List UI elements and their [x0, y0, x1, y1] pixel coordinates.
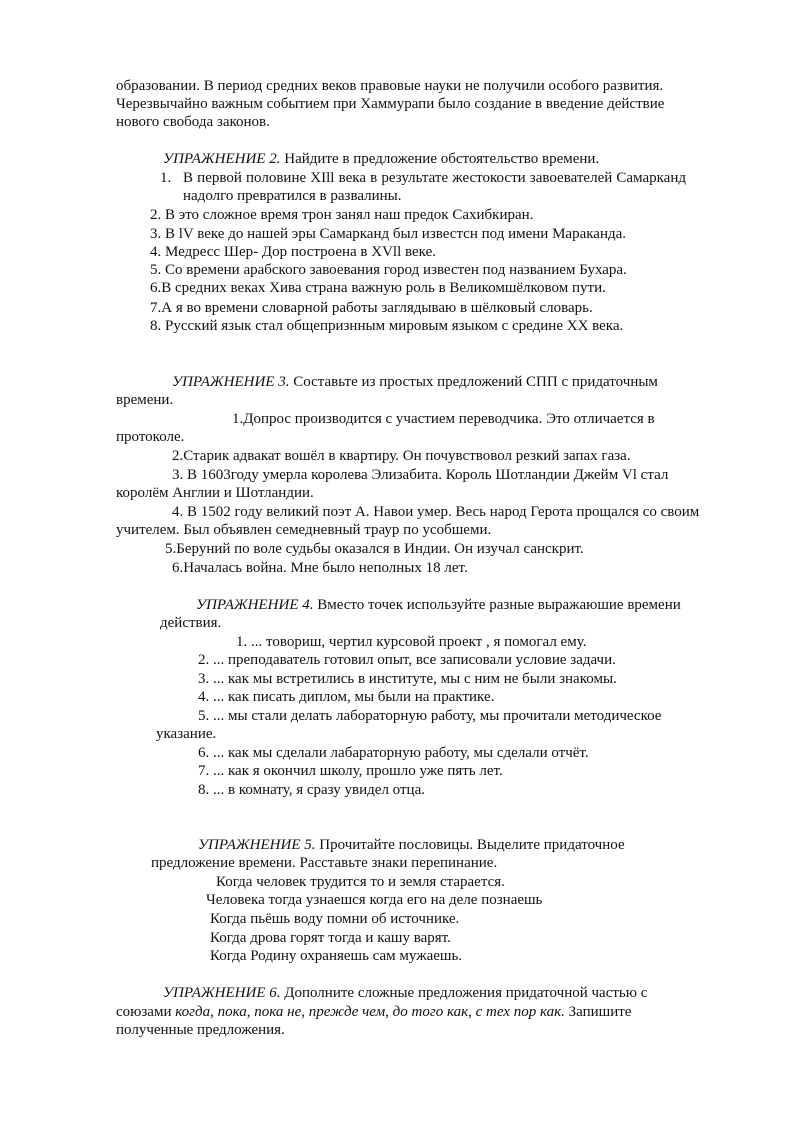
proverb: Когда пьёшь воду помни об источнике. [210, 911, 460, 927]
sentence-line: 3. В 1603году умерла королева Элизабита. Король Шотландии Джейм Vl стал [172, 467, 669, 483]
exercise-6-task: Дополните сложные предложения придаточной частью с [284, 985, 648, 1001]
proverb: Когда человек трудится то и земля старается. [216, 874, 505, 890]
sentence-line: 5.Беруний по воле судьбы оказался в Индии. Он изучал санскрит. [165, 541, 584, 557]
exercise-5-title: УПРАЖНЕНИЕ 5. [198, 837, 316, 853]
exercise-4-task-line: действия. [160, 615, 222, 631]
list-item: надолго превратился в развалины. [183, 188, 402, 204]
list-item: 7.А я во времени словарной работы заглядываю в шёлковый словарь. [150, 300, 593, 316]
sentence-line: 6. ... как мы сделали лабараторную работу, мы сделали отчёт. [198, 745, 589, 761]
list-item: В первой половине XIll века в результате жестокости завоевателей Самарканд [183, 170, 686, 186]
exercise-2-title: УПРАЖНЕНИЕ 2. [163, 151, 281, 167]
sentence-line: 6.Началась война. Мне было неполных 18 лет. [172, 560, 468, 576]
proverb: Когда Родину охраняешь сам мужаешь. [210, 948, 463, 964]
intro-line: образовании. В период средних веков правовые науки не получили особого развития. [116, 78, 664, 94]
sentence-line: учителем. Был объявлен семедневный траур по усобшеми. [116, 522, 492, 538]
sentence-line: 3. ... как мы встретились в институте, мы с ним не были знакомы. [198, 671, 617, 687]
sentence-line: 7. ... как я окончил школу, прошло уже пять лет. [198, 763, 503, 779]
proverb: Человека тогда узнаешся когда его на деле познаешь [206, 892, 543, 908]
exercise-5-task-line: предложение времени. Расставьте знаки перепинание. [151, 855, 498, 871]
sentence-line: 2. ... преподаватель готовил опыт, все записовали условие задачи. [198, 652, 616, 668]
proverb: Когда дрова горят тогда и кашу варят. [210, 930, 451, 946]
exercise-6-suffix: Запишите [568, 1004, 632, 1020]
exercise-6-title: УПРАЖНЕНИЕ 6. [163, 985, 281, 1001]
list-item: 8. Русский язык стал общепризнным мировым языком с средине XX века. [150, 318, 624, 334]
sentence-line: 8. ... в комнату, я сразу увидел отца. [198, 782, 425, 798]
list-item: 4. Медресс Шер- Дор построена в XVll веке. [150, 244, 436, 260]
list-item: 3. В lV веке до нашей эры Самарканд был известсн под имени Мараканда. [150, 226, 627, 242]
sentence-line: 2.Старик адвакат вошёл в квартиру. Он почувствовол резкий запах газа. [172, 448, 631, 464]
exercise-3-title: УПРАЖНЕНИЕ 3. [172, 374, 290, 390]
list-item: 5. Со времени арабского завоевания город известен под названием Бухара. [150, 262, 627, 278]
sentence-line: 4. ... как писать диплом, мы были на практике. [198, 689, 495, 705]
exercise-6-heading [163, 984, 647, 1002]
exercise-4-title: УПРАЖНЕНИЕ 4. [196, 597, 314, 613]
list-item: 6.В средних веках Хива страна важную роль в Великомшёлковом пути. [150, 280, 606, 296]
exercise-5-task: Прочитайте пословицы. Выделите придаточное [319, 837, 625, 853]
sentence-line: 1.Допрос производится с участием переводчика. Это отличается в [232, 411, 655, 427]
exercise-2-task: Найдите в предложение обстоятельство времени. [284, 151, 600, 167]
sentence-line: 5. ... мы стали делать лабораторную работу, мы прочитали методическое [198, 708, 662, 724]
exercise-4-heading [196, 596, 681, 614]
sentence-line: 1. ... товориш, чертил курсовой проект , я помогал ему. [236, 634, 587, 650]
exercise-6-prefix: союзами [116, 1004, 172, 1020]
exercise-3-task-line: времени. [116, 392, 174, 408]
exercise-6-task-line: полученные предложения. [116, 1022, 285, 1038]
exercise-3-heading [172, 373, 658, 391]
list-item-number: 1. [160, 170, 172, 186]
exercise-5-heading [198, 836, 625, 854]
exercise-6-task-line [116, 1003, 631, 1021]
intro-line: нового свобода законов. [116, 114, 270, 130]
sentence-line: указание. [156, 726, 217, 742]
sentence-line: протоколе. [116, 429, 185, 445]
exercise-6-conjunctions: когда, пока, пока не, прежде чем, до того как, с тех пор как. [175, 1004, 565, 1020]
exercise-3-task: Составьте из простых предложений СПП с придаточным [293, 374, 658, 390]
exercise-2-heading [163, 150, 599, 168]
intro-line: Черезвычайно важным событием при Хаммурапи было создание в введение действие [116, 96, 665, 112]
sentence-line: 4. В 1502 году великий поэт А. Навои умер. Весь народ Герота прощался со своим [172, 504, 700, 520]
list-item: 2. В это сложное время трон занял наш предок Сахибкиран. [150, 207, 534, 223]
exercise-4-task: Вместо точек используйте разные выражаюшие времени [317, 597, 681, 613]
sentence-line: королём Англии и Шотландии. [116, 485, 314, 501]
